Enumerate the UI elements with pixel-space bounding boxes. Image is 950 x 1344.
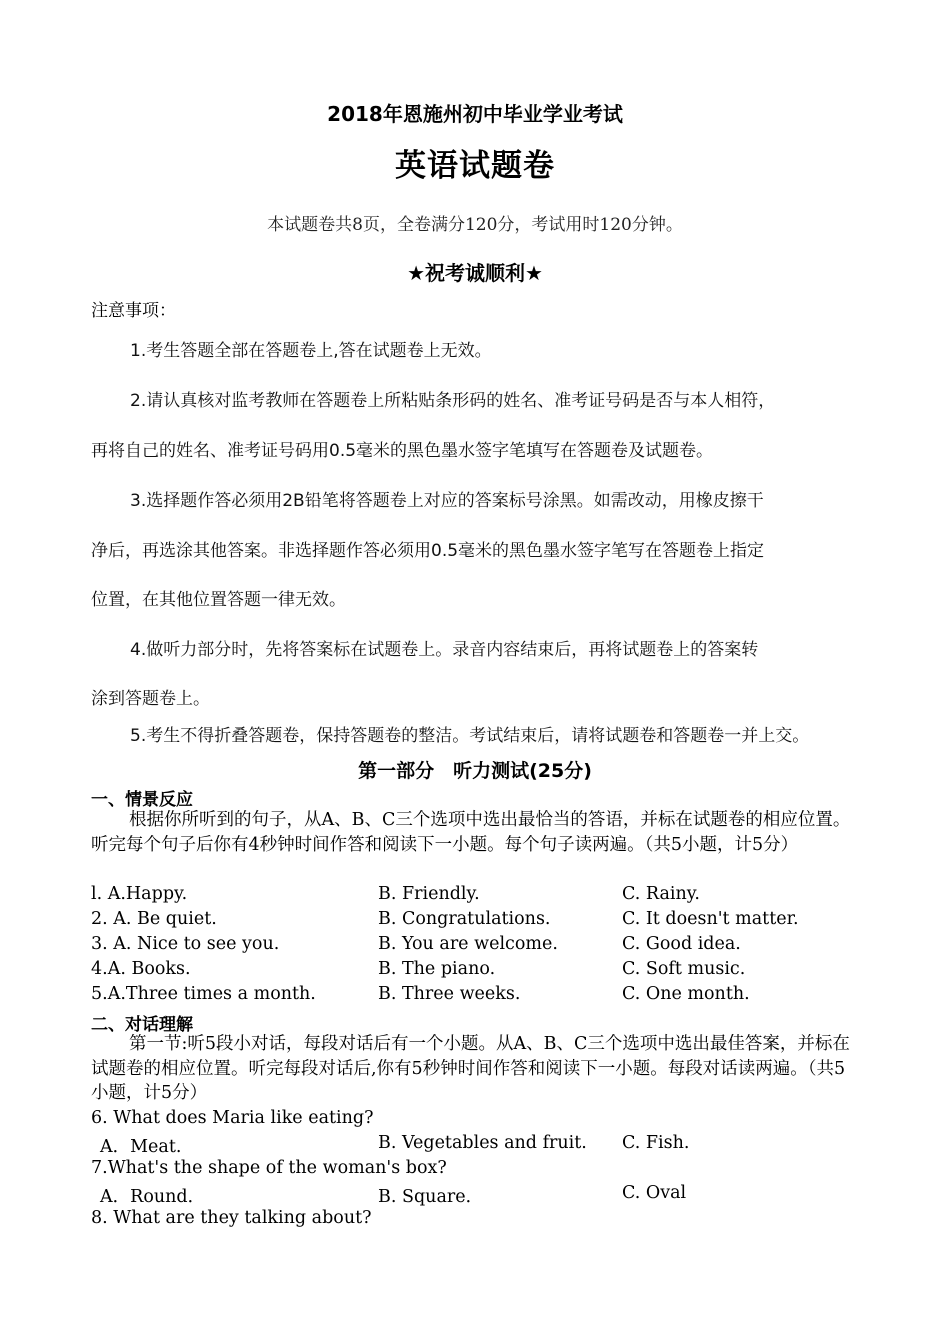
option-a: 5.A.Three times a month. bbox=[91, 984, 316, 1004]
question-stem: 6. What does Maria like eating? bbox=[91, 1108, 374, 1128]
note-item: 2.请认真核对监考教师在答题卷上所粘贴条形码的姓名、准考证号码是否与本人相符， bbox=[130, 391, 776, 411]
option-c: C. Oval bbox=[622, 1183, 687, 1203]
note-item: 再将自己的姓名、准考证号码用0.5毫米的黑色墨水签字笔填写在答题卷及试题卷。 bbox=[91, 441, 714, 461]
option-a: 4.A. Books. bbox=[91, 959, 191, 979]
option-c: C. Fish. bbox=[622, 1133, 690, 1153]
option-c: C. Rainy. bbox=[622, 884, 700, 904]
option-c: C. Soft music. bbox=[622, 959, 746, 979]
note-item: 位置，在其他位置答题一律无效。 bbox=[91, 590, 346, 610]
part1-title: 第一部分 听力测试(25分) bbox=[358, 760, 592, 782]
note-item: 3.选择题作答必须用2B铅笔将答题卷上对应的答案标号涂黑。如需改动，用橡皮擦干 bbox=[130, 491, 764, 511]
note-item: 净后，再选涂其他答案。非选择题作答必须用0.5毫米的黑色墨水签字笔写在答题卷上指定 bbox=[91, 541, 765, 561]
section1-instructions-text: 根据你所听到的句子，从A、B、C三个选项中选出最恰当的答语，并标在试题卷的相应位置。听完每个句子后你有4秒钟时间作答和阅读下一小题。每个句子读两遍。（共5小题，计5分） bbox=[91, 810, 851, 855]
note-item: 5.考生不得折叠答题卷，保持答题卷的整洁。考试结束后，请将试题卷和答题卷一并上交。 bbox=[130, 726, 810, 746]
option-b: B. The piano. bbox=[378, 959, 496, 979]
option-b: B. You are welcome. bbox=[378, 934, 558, 954]
notes-heading: 注意事项： bbox=[91, 301, 176, 321]
option-b: B. Congratulations. bbox=[378, 909, 551, 929]
section1-instructions bbox=[91, 808, 861, 857]
exam-title: 2018年恩施州初中毕业学业考试 bbox=[327, 102, 623, 126]
section2-heading: 二、对话理解 bbox=[91, 1015, 193, 1035]
option-a: l. A.Happy. bbox=[91, 884, 188, 904]
section2-instructions bbox=[91, 1032, 861, 1106]
option-a: 3. A. Nice to see you. bbox=[91, 934, 280, 954]
option-c: C. Good idea. bbox=[622, 934, 741, 954]
option-b: B. Square． bbox=[378, 1187, 484, 1207]
subject-title: 英语试题卷 bbox=[395, 148, 555, 184]
option-c: C. It doesn't matter. bbox=[622, 909, 799, 929]
exam-info: 本试题卷共8页，全卷满分120分，考试用时120分钟。 bbox=[267, 215, 683, 235]
option-c: C. One month. bbox=[622, 984, 750, 1004]
section1-heading: 一、情景反应 bbox=[91, 790, 193, 810]
section2-instructions-text: 第一节:听5段小对话，每段对话后有一个小题。从A、B、C三个选项中选出最佳答案，并标在试题卷的相应位置。听完每段对话后,你有5秒钟时间作答和阅读下一小题。每段对话读两遍。（共5小题，计5分） bbox=[91, 1034, 850, 1103]
option-b: B. Friendly. bbox=[378, 884, 480, 904]
question-stem: 7.What's the shape of the woman's box? bbox=[91, 1158, 447, 1178]
note-item: 4.做听力部分时，先将答案标在试题卷上。录音内容结束后，再将试题卷上的答案转 bbox=[130, 640, 759, 660]
good-luck-wish: ★祝考诚顺利★ bbox=[407, 261, 543, 285]
note-item: 涂到答题卷上。 bbox=[91, 689, 210, 709]
option-a: 2. A. Be quiet. bbox=[91, 909, 217, 929]
question-stem: 8. What are they talking about? bbox=[91, 1208, 372, 1228]
option-a: A．Meat. bbox=[100, 1137, 182, 1157]
option-b: B. Vegetables and fruit. bbox=[378, 1133, 587, 1153]
note-item: 1.考生答题全部在答题卷上,答在试题卷上无效。 bbox=[130, 341, 492, 361]
option-a: A．Round． bbox=[100, 1187, 206, 1207]
option-b: B. Three weeks. bbox=[378, 984, 521, 1004]
